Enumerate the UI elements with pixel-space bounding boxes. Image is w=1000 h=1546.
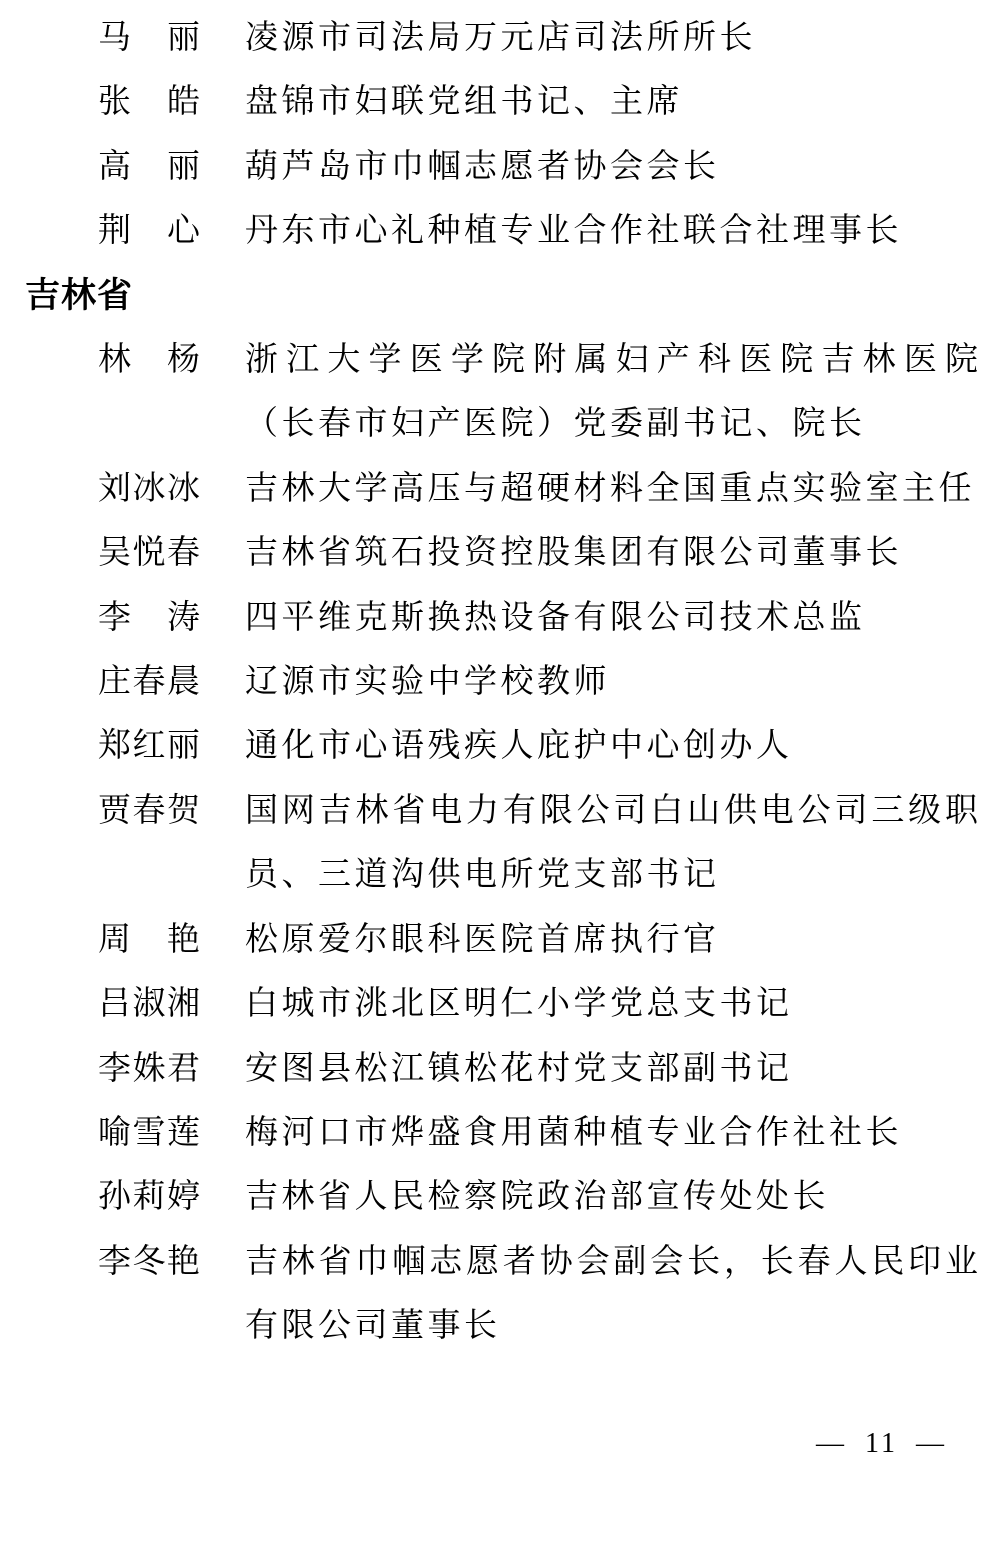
person-position — [245, 972, 978, 1036]
person-name: 周艳 — [98, 921, 200, 958]
position-line: 安图县松江镇松花村党支部副书记 — [245, 1050, 793, 1087]
person-position — [245, 650, 978, 714]
person-name: 高丽 — [98, 148, 200, 185]
person-position — [245, 908, 978, 972]
roster-entry — [0, 70, 1000, 134]
person-position — [245, 1230, 978, 1359]
person-name: 张皓 — [98, 84, 200, 121]
roster-entry — [0, 1165, 1000, 1229]
roster-entry — [0, 908, 1000, 972]
person-position — [245, 1165, 978, 1229]
position-line: 浙江大学医学院附属妇产科医院吉林医院 — [245, 342, 978, 379]
roster-entry — [0, 972, 1000, 1036]
position-line: 有限公司董事长 — [245, 1308, 501, 1345]
person-position — [245, 135, 978, 199]
person-name: 林杨 — [98, 342, 200, 379]
person-name: 吴悦春 — [98, 535, 200, 572]
person-position — [245, 6, 978, 70]
roster-entry — [0, 1101, 1000, 1165]
person-position — [245, 457, 978, 521]
position-line: 盘锦市妇联党组书记、主席 — [245, 84, 683, 121]
person-name: 孙莉婷 — [98, 1179, 200, 1216]
person-name: 喻雪莲 — [98, 1114, 200, 1151]
position-line: 葫芦岛市巾帼志愿者协会会长 — [245, 148, 720, 185]
person-position — [245, 714, 978, 778]
roster-entry — [0, 1037, 1000, 1101]
position-line: 丹东市心礼种植专业合作社联合社理事长 — [245, 213, 902, 250]
position-line: 凌源市司法局万元店司法所所长 — [245, 20, 756, 56]
position-line: 吉林省筑石投资控股集团有限公司董事长 — [245, 535, 902, 572]
person-name: 郑红丽 — [98, 728, 200, 765]
position-line: 吉林省巾帼志愿者协会副会长，长春人民印业 — [245, 1243, 978, 1280]
person-name: 刘冰冰 — [98, 470, 200, 507]
roster-entry — [0, 457, 1000, 521]
roster-entry — [0, 6, 1000, 70]
roster-entry — [0, 521, 1000, 585]
person-name: 李姝君 — [98, 1050, 200, 1087]
person-position — [245, 1037, 978, 1101]
position-line: 国网吉林省电力有限公司白山供电公司三级职 — [245, 792, 978, 829]
position-line: 辽源市实验中学校教师 — [245, 664, 610, 701]
page-number: — 11 — — [816, 1428, 947, 1459]
person-position — [245, 328, 978, 457]
roster-entry — [0, 328, 1000, 457]
person-name: 贾春贺 — [98, 792, 200, 829]
position-line: 梅河口市烨盛食用菌种植专业合作社社长 — [245, 1114, 902, 1151]
roster-entry — [0, 714, 1000, 778]
roster-entry — [0, 586, 1000, 650]
position-line: 员、三道沟供电所党支部书记 — [245, 857, 720, 894]
person-position — [245, 521, 978, 585]
position-line: 吉林大学高压与超硬材料全国重点实验室主任 — [245, 470, 975, 507]
person-position — [245, 586, 978, 650]
person-position — [245, 199, 978, 263]
person-position — [245, 1101, 978, 1165]
roster-entry — [0, 779, 1000, 908]
person-name: 庄春晨 — [98, 664, 200, 701]
person-name: 李涛 — [98, 599, 200, 636]
section-heading: 吉林省 — [25, 275, 134, 315]
position-line: （长春市妇产医院）党委副书记、院长 — [245, 406, 866, 443]
roster-entry — [0, 135, 1000, 199]
person-name: 吕淑湘 — [98, 986, 200, 1023]
roster-entry — [0, 650, 1000, 714]
person-position — [245, 70, 978, 134]
person-name: 李冬艳 — [98, 1243, 200, 1280]
position-line: 白城市洮北区明仁小学党总支书记 — [245, 986, 793, 1023]
position-line: 四平维克斯换热设备有限公司技术总监 — [245, 599, 866, 636]
position-line: 松原爱尔眼科医院首席执行官 — [245, 921, 720, 958]
person-name: 马丽 — [98, 20, 200, 56]
roster-entry — [0, 1230, 1000, 1359]
roster-entry — [0, 199, 1000, 263]
person-position — [245, 779, 978, 908]
position-line: 吉林省人民检察院政治部宣传处处长 — [245, 1179, 829, 1216]
position-line: 通化市心语残疾人庇护中心创办人 — [245, 728, 793, 765]
person-name: 荆心 — [98, 213, 200, 250]
